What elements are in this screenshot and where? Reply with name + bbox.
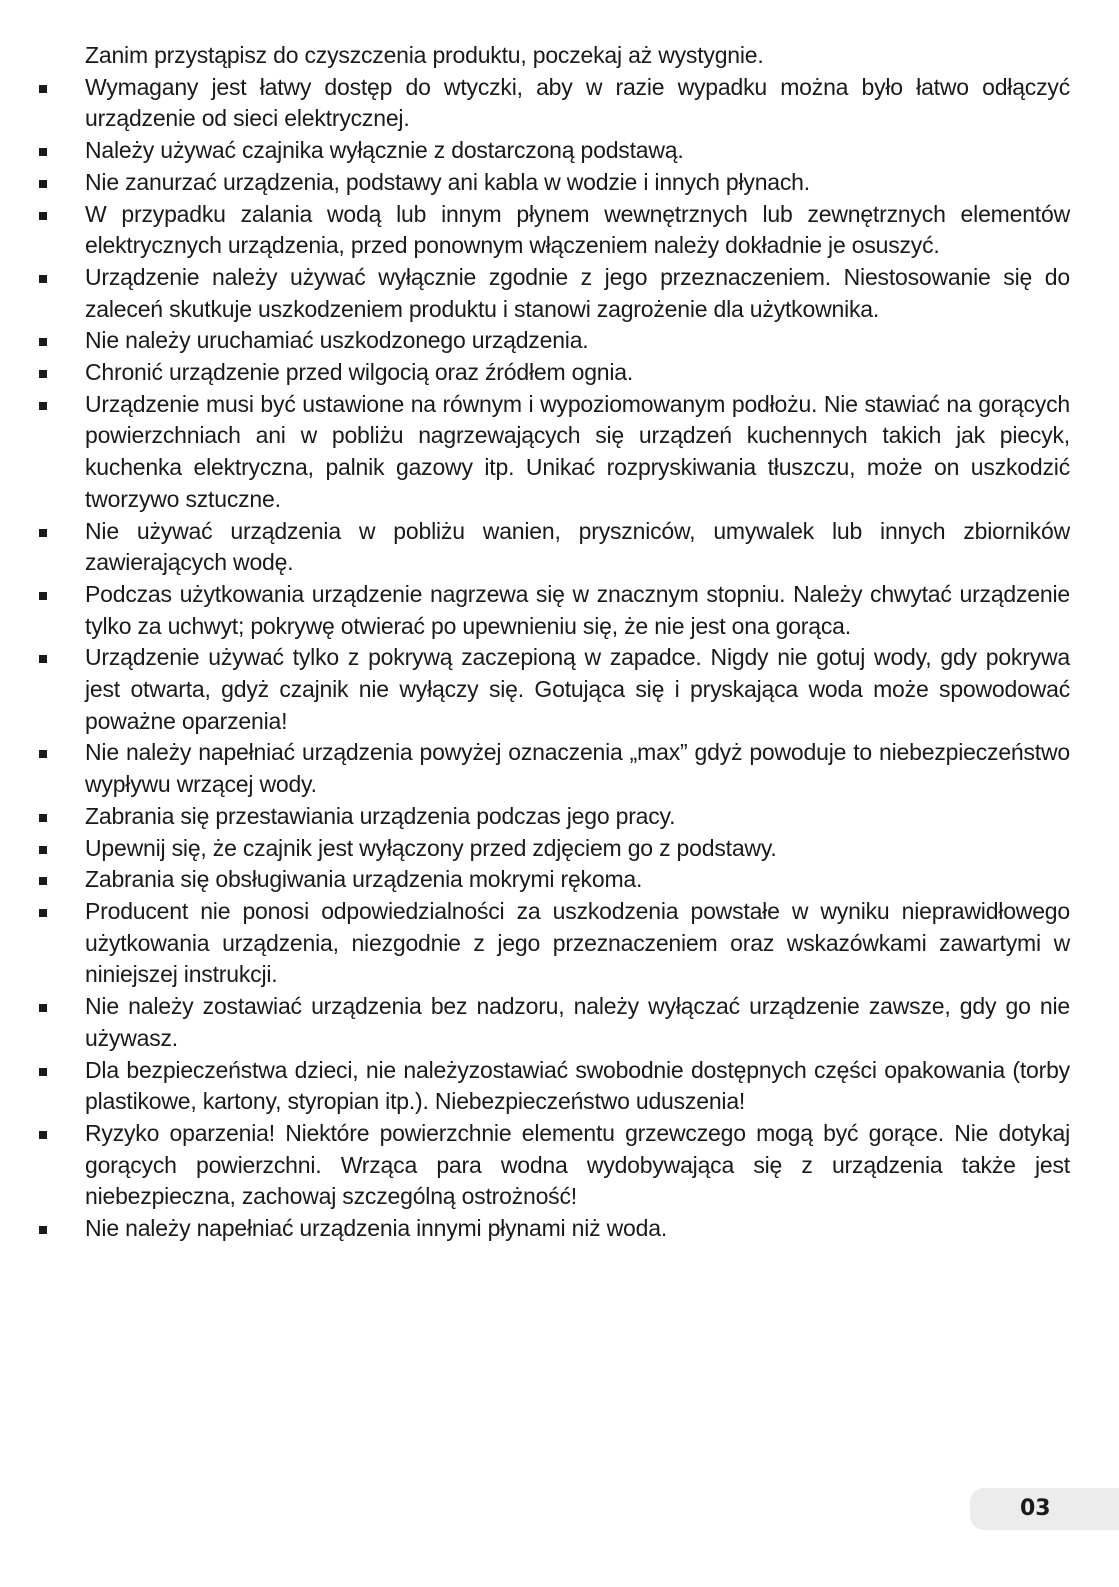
list-item — [38, 579, 1070, 642]
list-item-text: Nie należy napełniać urządzenia innymi płynami niż woda. — [85, 1215, 668, 1242]
list-item — [38, 1118, 1070, 1213]
bullet-square-icon — [39, 402, 47, 410]
list-item-text: Nie należy zostawiać urządzenia bez nadzoru, należy wyłączać urządzenie zawsze, gdy go nie używasz. — [85, 993, 1070, 1051]
list-item — [38, 135, 1070, 167]
list-item — [38, 864, 1070, 896]
bullet-square-icon — [39, 814, 47, 822]
bullet-square-icon — [39, 529, 47, 537]
list-item-text: W przypadku zalania wodą lub innym płynem wewnętrznych lub zewnętrznych elementów elektrycznych urządzenia, przed ponownym włączeniem należy dokładnie je osuszyć. — [85, 200, 1070, 259]
list-item — [38, 896, 1070, 991]
list-item-text: Nie należy napełniać urządzenia powyżej oznaczenia „max” gdyż powoduje to niebezpieczeństwo wypływu wrzącej wody. — [85, 739, 1070, 798]
list-item-text: Podczas użytkowania urządzenie nagrzewa się w znacznym stopniu. Należy chwytać urządzenie tylko za uchwyt; pokrywę otwierać po upewnieniu się, że nie jest ona gorąca. — [85, 580, 1070, 639]
bullet-square-icon — [39, 1226, 47, 1234]
list-item — [38, 72, 1070, 135]
bullet-square-icon — [39, 909, 47, 917]
bullet-square-icon — [39, 370, 47, 378]
bullet-square-icon — [39, 1004, 47, 1012]
bullet-square-icon — [39, 750, 47, 758]
list-item-text: Upewnij się, że czajnik jest wyłączony przed zdjęciem go z podstawy. — [85, 834, 777, 861]
bullet-square-icon — [39, 275, 47, 283]
list-item — [38, 357, 1070, 389]
list-item-text: Chronić urządzenie przed wilgocią oraz źródłem ognia. — [85, 359, 634, 386]
list-item — [38, 737, 1070, 800]
list-item-text: Nie używać urządzenia w pobliżu wanien, pryszniców, umywalek lub innych zbiorników zawierających wodę. — [85, 517, 1070, 576]
list-item-text: Dla bezpieczeństwa dzieci, nie należyzostawiać swobodnie dostępnych części opakowania (torby plastikowe, kartony, styropian itp.). Niebezpieczeństwo uduszenia! — [85, 1056, 1070, 1115]
bullet-square-icon — [39, 338, 47, 346]
list-item — [38, 833, 1070, 865]
list-item-text: Należy używać czajnika wyłącznie z dostarczoną podstawą. — [85, 137, 684, 164]
list-item — [38, 516, 1070, 579]
list-item-text: Urządzenie musi być ustawione na równym i wypoziomowanym podłożu. Nie stawiać na gorących powierzchniach ani w pobliżu nagrzewających się urządzeń kuchennych takich jak piecyk, kuchenka elektryczna, palnik gazowy itp. Unikać rozpryskiwania tłuszczu, może on uszkodzić tworzywo sztuczne. — [85, 390, 1070, 512]
list-item — [38, 801, 1070, 833]
list-item — [38, 167, 1070, 199]
bullet-square-icon — [39, 180, 47, 188]
list-item-text: Nie zanurzać urządzenia, podstawy ani kabla w wodzie i innych płynach. — [85, 168, 810, 195]
bullet-square-icon — [39, 877, 47, 885]
list-item — [38, 325, 1070, 357]
bullet-square-icon — [39, 148, 47, 156]
bullet-square-icon — [39, 1068, 47, 1076]
list-item-text: Nie należy uruchamiać uszkodzonego urządzenia. — [85, 327, 589, 354]
bullet-square-icon — [39, 655, 47, 663]
list-item-text: Wymagany jest łatwy dostęp do wtyczki, aby w razie wypadku można było łatwo odłączyć urządzenie od sieci elektrycznej. — [85, 73, 1070, 132]
bullet-square-icon — [39, 1131, 47, 1139]
list-item — [38, 642, 1070, 737]
safety-instructions-list — [38, 72, 1070, 1245]
list-item-text: Producent nie ponosi odpowiedzialności za uszkodzenia powstałe w wyniku nieprawidłowego użytkowania urządzenia, niezgodnie z jego przeznaczeniem oraz wskazówkami zawartymi w niniejszej instrukcji. — [85, 897, 1070, 988]
bullet-square-icon — [39, 212, 47, 220]
bullet-square-icon — [39, 592, 47, 600]
manual-page-content — [38, 40, 1070, 1245]
list-item — [38, 1213, 1070, 1245]
continuation-paragraph: Zanim przystąpisz do czyszczenia produktu, poczekaj aż wystygnie. — [85, 42, 764, 68]
page-number-tab — [970, 1488, 1119, 1530]
bullet-square-icon — [39, 846, 47, 854]
list-item-text: Ryzyko oparzenia! Niektóre powierzchnie elementu grzewczego mogą być gorące. Nie dotykaj gorących powierzchni. Wrząca para wodna wydobywająca się z urządzenia także jest niebezpieczna, zachowaj szczególną ostrożność! — [85, 1119, 1070, 1210]
page-number: 03 — [1020, 1496, 1051, 1521]
list-item-text: Zabrania się obsługiwania urządzenia mokrymi rękoma. — [85, 866, 643, 893]
list-item — [38, 262, 1070, 325]
list-item — [38, 389, 1070, 516]
list-item — [38, 991, 1070, 1054]
list-item-text: Urządzenie używać tylko z pokrywą zaczepioną w zapadce. Nigdy nie gotuj wody, gdy pokrywa jest otwarta, gdyż czajnik nie wyłączy się. Gotująca się i pryskająca woda może spowodować poważne oparzenia! — [85, 644, 1070, 734]
list-item — [38, 199, 1070, 262]
list-item-text: Urządzenie należy używać wyłącznie zgodnie z jego przeznaczeniem. Niestosowanie się do zaleceń skutkuje uszkodzeniem produktu i stanowi zagrożenie dla użytkownika. — [85, 263, 1070, 322]
list-item-text: Zabrania się przestawiania urządzenia podczas jego pracy. — [85, 802, 676, 829]
bullet-square-icon — [39, 85, 47, 93]
list-item — [38, 1055, 1070, 1118]
